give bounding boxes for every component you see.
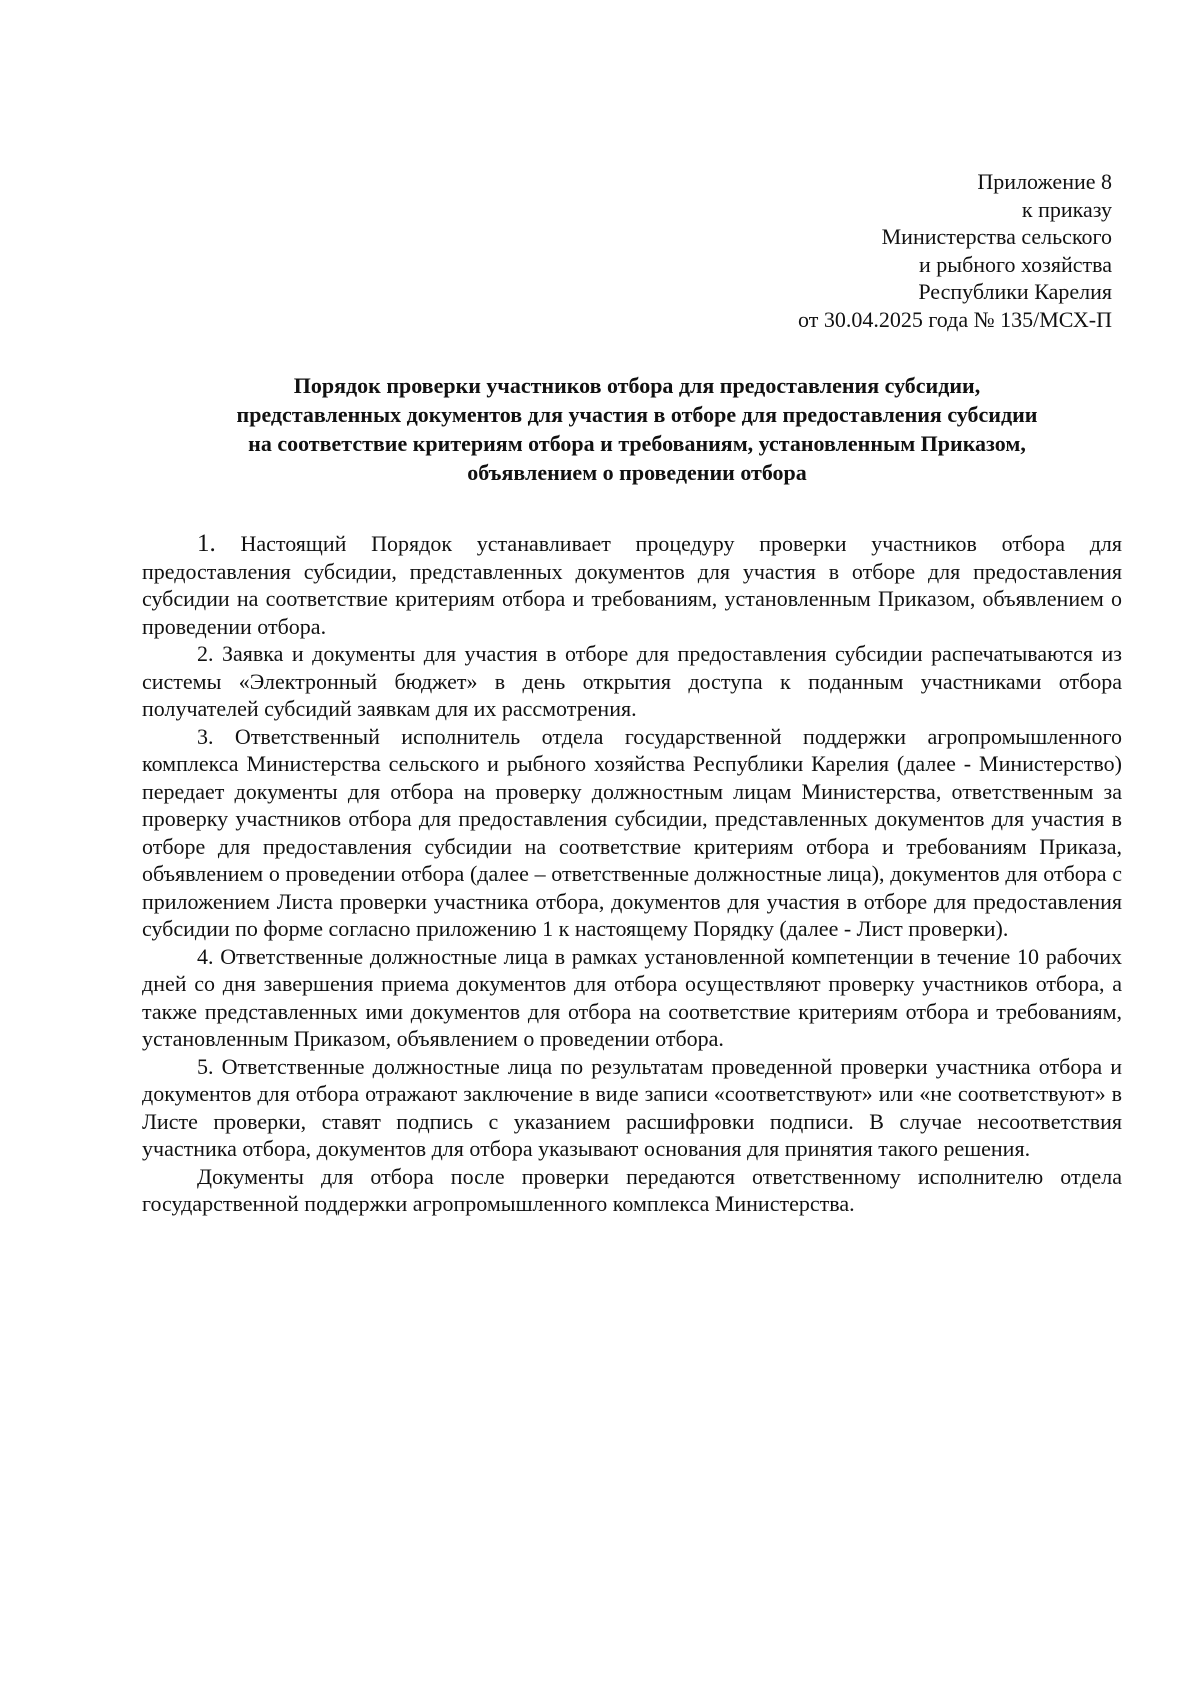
header-line-ministry: Министерства сельского (881, 224, 1112, 249)
paragraph-5-text: 5. Ответственные должностные лица по результатам проведенной проверки участника отбора и документов для отбора отражают заключение в виде записи «соответствуют» или «не соответствуют» в Листе проверки, ставят подпись с указанием расшифровки подписи. В случае несоответствия участника отбора, документов для отбора указывают основания для принятия такого решения. (142, 1053, 1122, 1161)
title-line-3: на соответствие критериям отбора и требованиям, установленным Приказом, (248, 431, 1026, 456)
header-line-republic: Республики Карелия (918, 279, 1112, 304)
document-body (142, 530, 1122, 1218)
paragraph-4-text: 4. Ответственные должностные лица в рамках установленной компетенции в течение 10 рабочих дней со дня завершения приема документов для отбора осуществляют проверку участников отбора, а также представленных ими документов для отбора на соответствие критериям отбора и требованиям, установленным Приказом, объявлением о проведении отбора. (142, 943, 1122, 1051)
document-title (142, 371, 1132, 487)
header-line-order-date-number: от 30.04.2025 года № 135/МСХ-П (798, 306, 1112, 332)
paragraph-2-text: 2. Заявка и документы для участия в отборе для предоставления субсидии распечатываются из системы «Электронный бюджет» в день открытия доступа к поданным участниками отбора получателей субсидий заявкам для их рассмотрения. (142, 641, 1122, 721)
header-line-order-reference: к приказу (1021, 196, 1112, 222)
paragraph-5 (142, 1053, 1122, 1163)
header-line-ministry-cont: и рыбного хозяйства (919, 251, 1112, 277)
paragraph-4 (142, 943, 1122, 1053)
paragraph-1-text: Настоящий Порядок устанавливает процедуру проверки участников отбора для предоставления субсидии, представленных документов для участия в отборе для предоставления субсидии на соответствие критериям отбора и требованиям, установленным Приказом, объявлением о проведении отбора. (142, 531, 1122, 639)
title-line-1: Порядок проверки участников отбора для предоставления субсидии, (293, 373, 981, 398)
title-line-4: объявлением о проведении отбора (467, 460, 807, 485)
paragraph-2 (142, 640, 1122, 723)
title-line-2: представленных документов для участия в отборе для предоставления субсидии (236, 402, 1038, 427)
paragraph-1 (142, 530, 1122, 640)
paragraph-1-number: 1. (197, 530, 216, 557)
header-line-appendix-number: Приложение 8 (977, 169, 1112, 194)
appendix-header (592, 168, 1112, 333)
paragraph-6 (142, 1163, 1122, 1218)
paragraph-6-text: Документы для отбора после проверки передаются ответственному исполнителю отдела государственной поддержки агропромышленного комплекса Министерства. (142, 1163, 1122, 1216)
paragraph-3-text: 3. Ответственный исполнитель отдела государственной поддержки агропромышленного комплекса Министерства сельского и рыбного хозяйства Республики Карелия (далее - Министерство) передает документы для отбора на проверку должностным лицам Министерства, ответственным за проверку участников отбора для предоставления субсидии, представленных документов для участия в отборе для предоставления субсидии на соответствие критериям отбора и требованиям Приказа, объявлением о проведении отбора (далее – ответственные должностные лица), документов для отбора с приложением Листа проверки участника отбора, документов для участия в отборе для предоставления субсидии по форме согласно приложению 1 к настоящему Порядку (далее - Лист проверки). (142, 723, 1122, 941)
paragraph-3 (142, 723, 1122, 943)
